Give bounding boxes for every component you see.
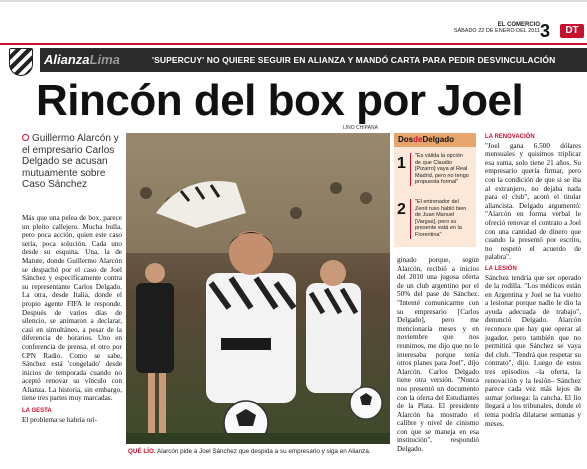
- stadium-photo-illustration: [126, 133, 390, 459]
- deck-text: Guillermo Alarcón y el empresario Carlos Delgado se acusan mutuamente sobre Caso Sánchez: [22, 133, 119, 190]
- photo-credit: LINO CHIPANA: [343, 125, 378, 131]
- column-1-kicker: LA GESTA: [22, 408, 52, 415]
- headline: Rincón del box por Joel: [36, 76, 524, 125]
- sidebar-box: [394, 133, 476, 247]
- paper-name: EL COMERCIO: [497, 22, 540, 28]
- section-subhead: [152, 55, 555, 65]
- sidebar-item-text: "El entrenador del Zenit ruso habló bien de Juan Manuel [Vargas], pero su presente está en la Fiorentina": [410, 199, 470, 239]
- caption-text: Alarcón pide a Joel Sánchez que despida a su empresario y siga en Alianza.: [157, 448, 371, 455]
- sidebar-title-part1: Dos: [398, 135, 414, 144]
- sidebar-title: [394, 133, 476, 147]
- column-1: [22, 214, 122, 424]
- alianza-crest-icon: [2, 46, 40, 80]
- deck-bullet-icon: [22, 134, 29, 141]
- section-band: [40, 48, 587, 72]
- column-1-body: Más que una pelea de box, parece un pleito callejero. Mucha bulla, pero poca acción, quien este caso sería, poca solución. Cada uno desde su esquina. Una, la de Matute, donde Guillermo Alarcón se despachó por el caso de Joel Sánchez y específicamente contra su representante Carlos Delgado. La otra, desde Italia, donde el propio agente FIFA le responde. Después de varios días de silencio, se animaron a declarar, casi en simultáneo, a pesar de la diferencia de horarios. Uno en conferencia de prensa, el otro por CPN Radio. Como se sabe, Sánchez está 'congelado' desde inicios de temporada cuando no aceptó renovar su vínculo con Alianza. La historia, sin embargo, tiene tres partes muy marcadas.: [22, 214, 122, 403]
- main-photo: [126, 133, 390, 459]
- sidebar-item-number: 2: [397, 201, 406, 218]
- crest-shield: [9, 48, 33, 76]
- column-3: [397, 256, 479, 454]
- column-4-kicker-2: LA LESIÓN: [485, 265, 517, 272]
- section-name-part2: Lima: [89, 52, 120, 67]
- issue-date: SÁBADO 22 DE ENERO DEL 2011: [453, 28, 540, 34]
- top-rule: [0, 0, 587, 2]
- photo-caption: [126, 444, 390, 459]
- sidebar-item-number: 1: [397, 155, 406, 172]
- dt-logo: DT: [560, 24, 584, 38]
- section-name: [44, 51, 120, 69]
- masthead-info: [380, 22, 540, 34]
- column-4-kicker-1: LA RENOVACIÓN: [485, 134, 535, 140]
- column-4: [485, 133, 581, 428]
- sidebar-title-part2: de: [413, 135, 423, 144]
- sidebar-title-part3: Delgado: [422, 135, 455, 144]
- section-subhead-text: 'SUPERCUY' NO QUIERE SEGUIR EN ALIANZA Y MANDÓ CARTA PARA PEDIR DESVINCULACIÓN: [152, 55, 556, 65]
- header-divider: [0, 43, 587, 45]
- column-3-body: ginado porque, según Alarcón, recibió a inicios del 2010 una jugosa oferta de un club argentino por el 50% del pase de Sánchez. "Intenté comunicarme con su empresario [Carlos Delgado], pero me mencionaría meses y en noviembre que nos reunimos, me dijo que no le interesaba porque tenía otros planes para Joel", dijo Alarcón. Carlos Delgado tiene otra versión. "Nunca nos presentó un documento con la oferta del Estudiantes de la Plata. El presidente Alarcón ha mostrado el calibre y nivel de cinismo con que se maneja en esa institución", respondió Delgado.: [397, 256, 479, 454]
- column-1-body-2: El problema se habría ori-: [22, 415, 98, 424]
- deck: [22, 133, 126, 191]
- caption-label: QUÉ LÍO.: [128, 448, 156, 455]
- column-4-body-1: "Joel gana 6.500 dólares mensuales y quisimos triplicar esa suma, solo tiene 21 años. Su empresario quería firmar, pero con la condición de que si se iba al extranjero, no dejaba nada para el club", acotó el titular aliancista. Delgado argumentó: "Alarcón en forma verbal le ofreció renovar el contrato a Joel con una cantidad de dinero que cuando la presentó por escrito, no respetó el acuerdo de palabra".: [485, 141, 581, 262]
- section-name-part1: Alianza: [44, 52, 90, 67]
- sidebar-item-text: "Es válida la opción de que Claudio [Pizarro] vaya al Real Madrid, pero no tengo propuesta formal": [410, 153, 470, 186]
- page-number: 3: [540, 21, 551, 41]
- column-4-body-2: Sánchez tendría que ser operado de la rodilla. "Los médicos están en Argentina y Joel se ha vuelto a lesionar porque nadie le dio la ayuda adecuada de trabajo", denunció Delgado. Alarcón reconoce que hay que operar al jugador, pero también que no permitirá que Sánchez se vaya del club. "Tendrá que respetar su contrato", dijo. Luego de estos tres episodios –la oferta, la renovación y la lesión– Sánchez parece cada vez más lejos de sumar jorluega: la cancha. El lío llegará a los tribunales, donde el tema podría dilatarse semanas y meses.: [485, 273, 581, 428]
